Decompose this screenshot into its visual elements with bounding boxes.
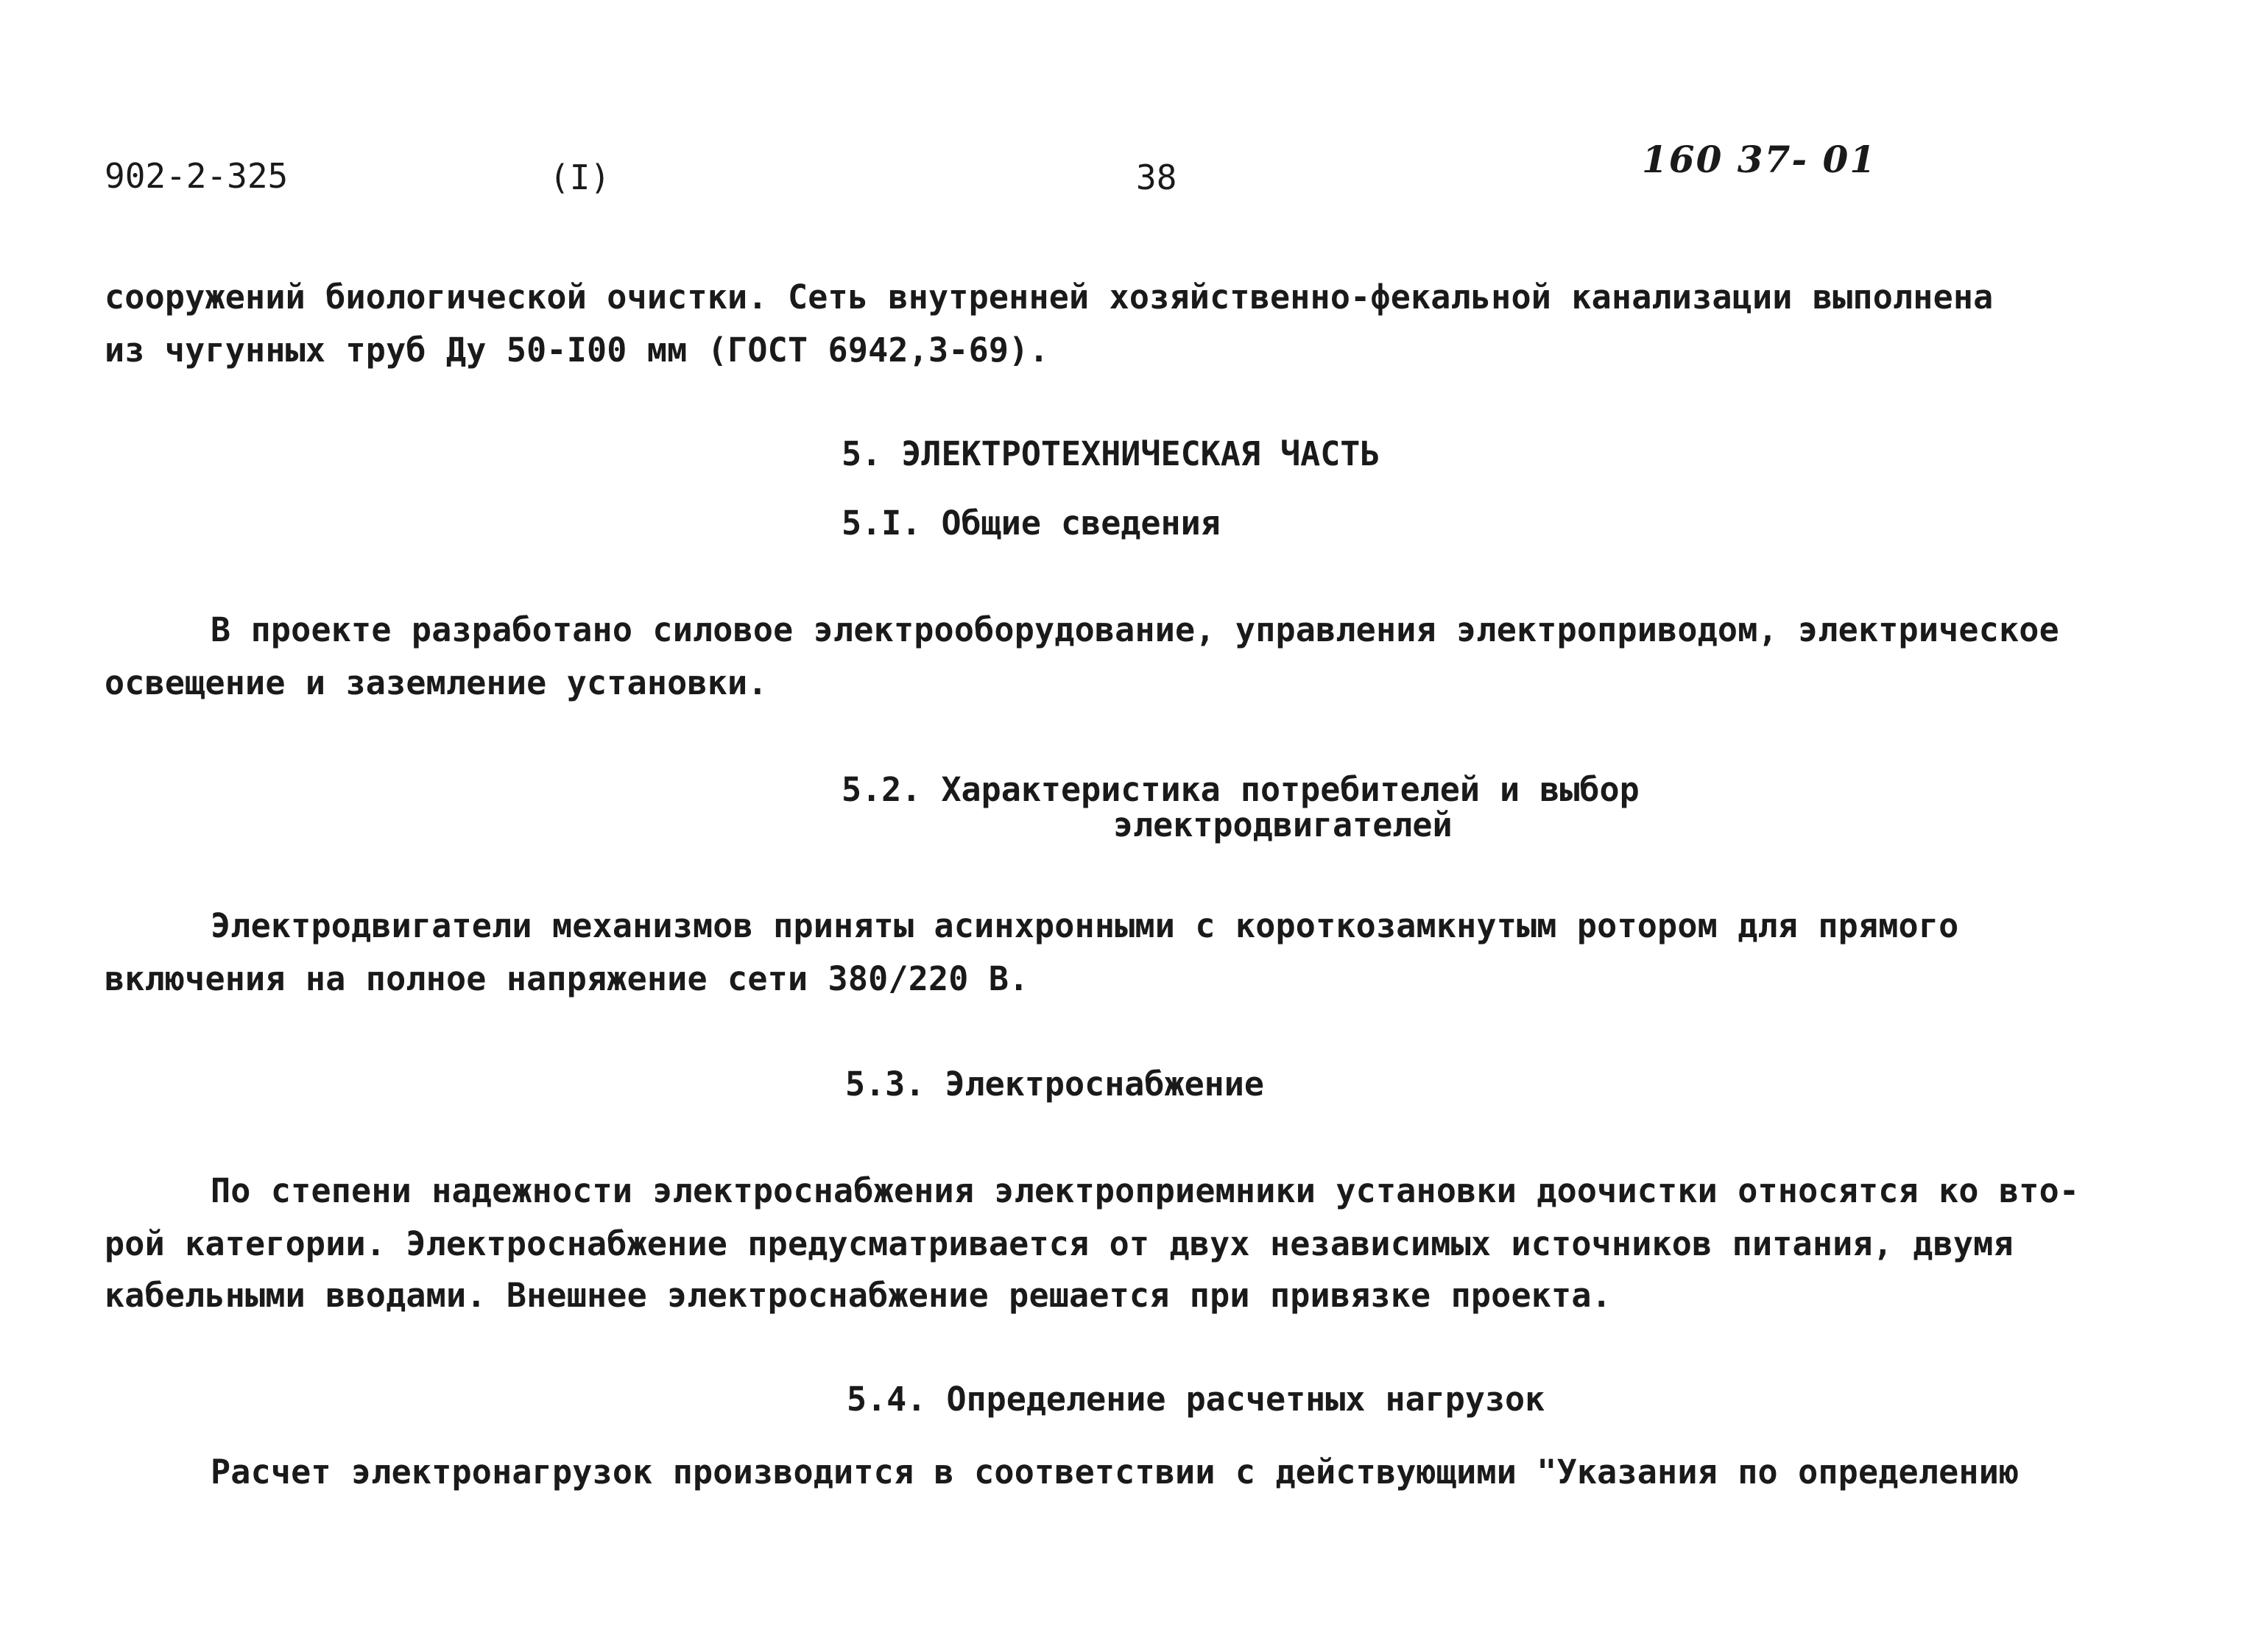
section-5-3-line-3: кабельными вводами. Внешнее электроснабжение решается при привязке проекта. — [105, 1276, 1612, 1315]
section-5-2-line-2: включения на полное напряжение сети 380/220 В. — [105, 959, 1029, 998]
section-5-1-line-2: освещение и заземление установки. — [105, 663, 768, 702]
part-number: (I) — [549, 158, 611, 197]
section-5-3-line-2: рой категории. Электроснабжение предусматривается от двух независимых источников питания, двумя — [105, 1224, 2014, 1263]
section-5-2-line-1: Электродвигатели механизмов приняты асинхронными с короткозамкнутым ротором для прямого — [211, 906, 1959, 945]
page-number: 38 — [1136, 158, 1177, 197]
section-5-2-heading-line-1: 5.2. Характеристика потребителей и выбор — [842, 770, 1640, 809]
section-5-1-heading: 5.I. Общие сведения — [842, 504, 1221, 543]
intro-line-1: сооружений биологической очистки. Сеть внутренней хозяйственно-фекальной канализации выполнена — [105, 278, 1994, 317]
section-5-heading: 5. ЭЛЕКТРОТЕХНИЧЕСКАЯ ЧАСТЬ — [842, 434, 1380, 473]
section-5-4-heading: 5.4. Определение расчетных нагрузок — [847, 1380, 1545, 1419]
section-5-2-heading-line-2: электродвигателей — [1113, 805, 1453, 844]
intro-line-2: из чугунных труб Ду 50-I00 мм (ГОСТ 6942,3-69). — [105, 331, 1049, 370]
handwritten-number: 160 37- 01 — [1642, 138, 1877, 181]
section-5-4-line-1: Расчет электронагрузок производится в соответствии с действующими "Указания по определению — [211, 1452, 2020, 1492]
document-code: 902-2-325 — [105, 156, 289, 196]
section-5-3-heading: 5.3. Электроснабжение — [845, 1065, 1264, 1104]
section-5-3-line-1: По степени надежности электроснабжения электроприемники установки доочистки относятся ко вто- — [211, 1171, 2080, 1210]
section-5-1-line-1: В проекте разработано силовое электрооборудование, управления электроприводом, электрическое — [211, 610, 2059, 649]
